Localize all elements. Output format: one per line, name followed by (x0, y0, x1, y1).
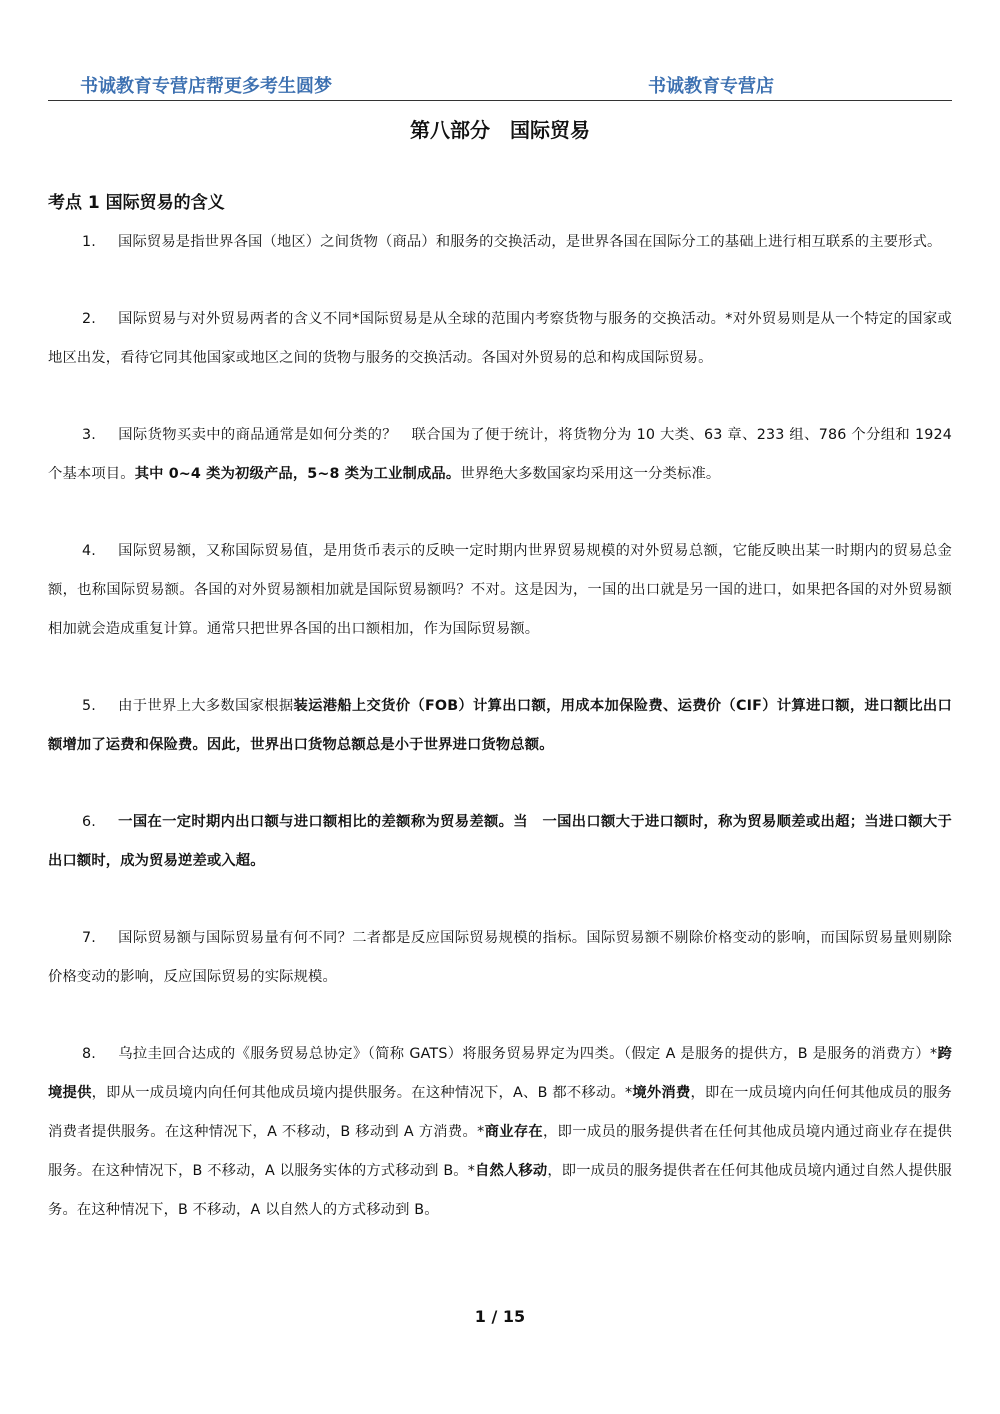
paragraph-number: 2. (82, 311, 96, 327)
bold-text: 其中 0~4 类为初级产品，5~8 类为工业制成品。 (134, 466, 461, 482)
paragraph-4 (48, 532, 952, 649)
paragraph-number: 1. (82, 234, 96, 250)
text-run: ，即在一成员境内向任何其他成员的服务消费者提供服务。在这种情况下，A 不移动，B 移动到 A 方消费。* (48, 1085, 952, 1140)
text-run: ，即从一成员境内向任何其他成员境内提供服务。在这种情况下，A、B 都不移动。* (91, 1085, 633, 1101)
bold-text: 一国在一定时期内出口额与进口额相比的差额称为贸易差额。当 一国出口额大于进口额时，称为贸易顺差或出超；当进口额大于 出口额时，成为贸易逆差或入超。 (48, 814, 967, 869)
page-header (48, 72, 952, 101)
paragraph-7 (48, 919, 952, 997)
text-run: 世界绝大多数国家均采用这一分类标准。 (460, 466, 721, 482)
bold-text: 境外消费 (632, 1085, 691, 1101)
text-run: 由于世界上大多数国家根据 (118, 698, 294, 714)
text-run: 国际贸易与对外贸易两者的含义不同*国际贸易是从全球的范围内考察货物与服务的交换活动。*对外贸易则是从一个特定的国家或地区出发，看待它同其他国家或地区之间的货物与服务的交换活动。各国对外贸易的总和构成国际贸易。 (48, 311, 952, 366)
bold-text: 自然人移动 (475, 1163, 548, 1179)
bold-text: 商业存在 (484, 1124, 544, 1140)
header-left-text: 书诚教育专营店帮更多考生圆梦 (80, 76, 332, 97)
paragraph-number: 6. (82, 814, 96, 830)
paragraph-number: 4. (82, 543, 96, 559)
section-heading: 考点 1 国际贸易的含义 (48, 193, 225, 213)
paragraph-8 (48, 1035, 952, 1230)
paragraph-number: 7. (82, 930, 96, 946)
paragraph-3 (48, 416, 952, 494)
text-run: ，即一成员的服务提供者在任何其他成员境内通过自然人提供服务。在这种情况下，B 不移动，A 以自然人的方式移动到 B。 (48, 1163, 952, 1218)
paragraph-5 (48, 687, 952, 765)
paragraph-1 (48, 223, 952, 262)
bold-text: 跨境提供 (48, 1046, 952, 1101)
document-title: 第八部分 国际贸易 (410, 118, 590, 142)
text-run: ，即一成员的服务提供者在任何其他成员境内通过商业存在提供服务。在这种情况下，B 不移动，A 以服务实体的方式移动到 B。* (48, 1124, 952, 1179)
bold-text: 装运港船上交货价（FOB）计算出口额，用成本加保险费、运费价（CIF）计算进口额，进口额比出口额增加了运费和保险费。因此，世界出口货物总额总是小于世界进口货物总额。 (48, 698, 952, 753)
paragraph-number: 8. (82, 1046, 96, 1062)
text-run: 国际贸易是指世界各国（地区）之间货物（商品）和服务的交换活动，是世界各国在国际分工的基础上进行相互联系的主要形式。 (118, 234, 942, 250)
document-body (48, 223, 967, 1268)
paragraph-6 (48, 803, 967, 881)
paragraph-number: 3. (82, 427, 96, 443)
paragraph-2 (48, 300, 952, 378)
text-run: 国际贸易额，又称国际贸易值，是用货币表示的反映一定时期内世界贸易规模的对外贸易总额，它能反映出某一时期内的贸易总金额，也称国际贸易额。各国的对外贸易额相加就是国际贸易额吗？不对。这是因为，一国的出口就是另一国的进口，如果把各国的对外贸易额相加就会造成重复计算。通常只把世界各国的出口额相加，作为国际贸易额。 (48, 543, 952, 637)
header-right-text: 书诚教育专营店 (648, 76, 774, 97)
paragraph-number: 5. (82, 698, 96, 714)
text-run: 国际货物买卖中的商品通常是如何分类的？ 联合国为了便于统计，将货物分为 10 大类、63 章、233 组、786 个分组和 1924 个基本项目。 (48, 427, 952, 482)
page-number: 1 / 15 (474, 1307, 526, 1326)
text-run: 乌拉圭回合达成的《服务贸易总协定》（简称 GATS）将服务贸易界定为四类。（假定 A 是服务的提供方，B 是服务的消费方）* (118, 1046, 938, 1062)
text-run: 国际贸易额与国际贸易量有何不同？二者都是反应国际贸易规模的指标。国际贸易额不剔除价格变动的影响，而国际贸易量则剔除价格变动的影响，反应国际贸易的实际规模。 (48, 930, 952, 985)
